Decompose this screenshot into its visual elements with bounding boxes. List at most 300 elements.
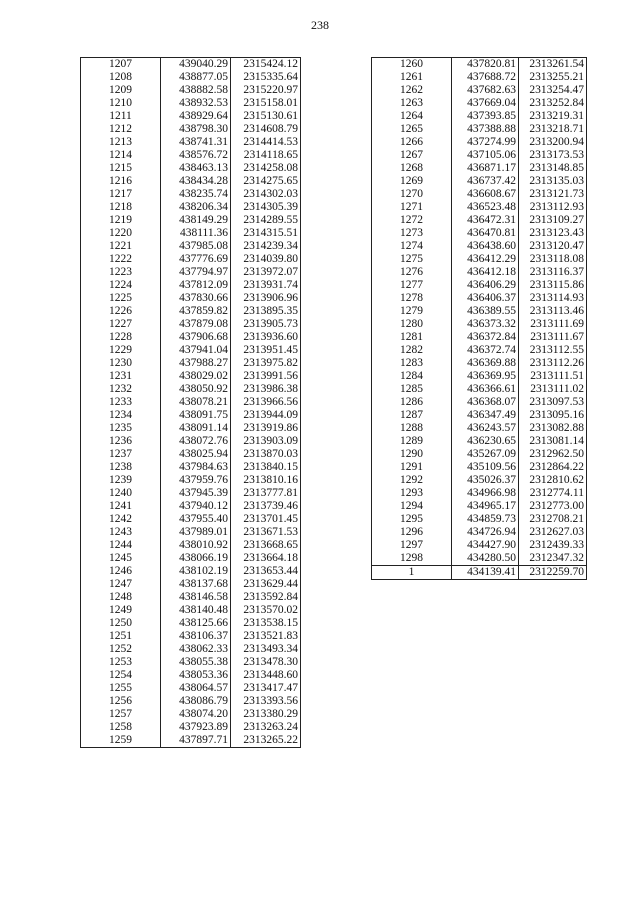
y-coordinate-cell: 2313252.84 xyxy=(519,97,587,110)
x-coordinate-cell: 438050.92 xyxy=(161,383,231,396)
table-row xyxy=(372,383,587,396)
point-number-cell: 1263 xyxy=(372,97,452,110)
y-coordinate-cell: 2313254.47 xyxy=(519,84,587,97)
x-coordinate-cell: 438882.58 xyxy=(161,84,231,97)
table-row xyxy=(372,435,587,448)
x-coordinate-cell: 436372.74 xyxy=(452,344,519,357)
point-number-cell: 1258 xyxy=(81,721,161,734)
x-coordinate-cell: 438066.19 xyxy=(161,552,231,565)
x-coordinate-cell: 438929.64 xyxy=(161,110,231,123)
y-coordinate-cell: 2313095.16 xyxy=(519,409,587,422)
y-coordinate-cell: 2312627.03 xyxy=(519,526,587,539)
point-number-cell: 1251 xyxy=(81,630,161,643)
point-number-cell: 1286 xyxy=(372,396,452,409)
y-coordinate-cell: 2313944.09 xyxy=(231,409,301,422)
point-number-cell: 1290 xyxy=(372,448,452,461)
point-number-cell: 1249 xyxy=(81,604,161,617)
table-row xyxy=(372,149,587,162)
point-number-cell: 1288 xyxy=(372,422,452,435)
y-coordinate-cell: 2314118.65 xyxy=(231,149,301,162)
point-number-cell: 1219 xyxy=(81,214,161,227)
table-row xyxy=(81,266,301,279)
x-coordinate-cell: 438106.37 xyxy=(161,630,231,643)
point-number-cell: 1270 xyxy=(372,188,452,201)
x-coordinate-cell: 436523.48 xyxy=(452,201,519,214)
x-coordinate-cell: 437859.82 xyxy=(161,305,231,318)
table-row xyxy=(81,123,301,136)
x-coordinate-cell: 437959.76 xyxy=(161,474,231,487)
point-number-cell: 1272 xyxy=(372,214,452,227)
table-row xyxy=(81,175,301,188)
table-row xyxy=(81,695,301,708)
point-number-cell: 1235 xyxy=(81,422,161,435)
y-coordinate-cell: 2313255.21 xyxy=(519,71,587,84)
y-coordinate-cell: 2313478.30 xyxy=(231,656,301,669)
y-coordinate-cell: 2313135.03 xyxy=(519,175,587,188)
table-row xyxy=(372,539,587,552)
table-row xyxy=(81,71,301,84)
table-row xyxy=(81,214,301,227)
y-coordinate-cell: 2313919.86 xyxy=(231,422,301,435)
table-row xyxy=(81,331,301,344)
point-number-cell: 1212 xyxy=(81,123,161,136)
y-coordinate-cell: 2312962.50 xyxy=(519,448,587,461)
x-coordinate-cell: 434280.50 xyxy=(452,552,519,566)
point-number-cell: 1261 xyxy=(372,71,452,84)
x-coordinate-cell: 438125.66 xyxy=(161,617,231,630)
x-coordinate-cell: 438798.30 xyxy=(161,123,231,136)
table-row xyxy=(81,669,301,682)
table-row xyxy=(372,331,587,344)
point-number-cell: 1208 xyxy=(81,71,161,84)
x-coordinate-cell: 434139.41 xyxy=(452,566,519,580)
x-coordinate-cell: 438463.13 xyxy=(161,162,231,175)
y-coordinate-cell: 2313380.29 xyxy=(231,708,301,721)
table-row xyxy=(372,526,587,539)
point-number-cell: 1237 xyxy=(81,448,161,461)
y-coordinate-cell: 2313148.85 xyxy=(519,162,587,175)
x-coordinate-cell: 438010.92 xyxy=(161,539,231,552)
x-coordinate-cell: 437940.12 xyxy=(161,500,231,513)
point-number-cell: 1276 xyxy=(372,266,452,279)
y-coordinate-cell: 2313668.65 xyxy=(231,539,301,552)
table-row xyxy=(81,279,301,292)
table-row xyxy=(372,357,587,370)
point-number-cell: 1213 xyxy=(81,136,161,149)
x-coordinate-cell: 436230.65 xyxy=(452,435,519,448)
y-coordinate-cell: 2314289.55 xyxy=(231,214,301,227)
y-coordinate-cell: 2313991.56 xyxy=(231,370,301,383)
point-number-cell: 1229 xyxy=(81,344,161,357)
point-number-cell: 1255 xyxy=(81,682,161,695)
table-row xyxy=(372,58,587,72)
y-coordinate-cell: 2314039.80 xyxy=(231,253,301,266)
y-coordinate-cell: 2313097.53 xyxy=(519,396,587,409)
x-coordinate-cell: 435026.37 xyxy=(452,474,519,487)
y-coordinate-cell: 2312439.33 xyxy=(519,539,587,552)
point-number-cell: 1256 xyxy=(81,695,161,708)
x-coordinate-cell: 436243.57 xyxy=(452,422,519,435)
y-coordinate-cell: 2313200.94 xyxy=(519,136,587,149)
table-row xyxy=(81,591,301,604)
x-coordinate-cell: 434427.90 xyxy=(452,539,519,552)
y-coordinate-cell: 2313671.53 xyxy=(231,526,301,539)
x-coordinate-cell: 434726.94 xyxy=(452,526,519,539)
y-coordinate-cell: 2313265.22 xyxy=(231,734,301,748)
x-coordinate-cell: 436737.42 xyxy=(452,175,519,188)
x-coordinate-cell: 437388.88 xyxy=(452,123,519,136)
y-coordinate-cell: 2313109.27 xyxy=(519,214,587,227)
x-coordinate-cell: 436366.61 xyxy=(452,383,519,396)
x-coordinate-cell: 437105.06 xyxy=(452,149,519,162)
y-coordinate-cell: 2313840.15 xyxy=(231,461,301,474)
x-coordinate-cell: 436472.31 xyxy=(452,214,519,227)
x-coordinate-cell: 437988.27 xyxy=(161,357,231,370)
table-row xyxy=(81,227,301,240)
point-number-cell: 1239 xyxy=(81,474,161,487)
table-row xyxy=(81,656,301,669)
x-coordinate-cell: 437274.99 xyxy=(452,136,519,149)
point-number-cell: 1234 xyxy=(81,409,161,422)
point-number-cell: 1265 xyxy=(372,123,452,136)
point-number-cell: 1223 xyxy=(81,266,161,279)
point-number-cell: 1228 xyxy=(81,331,161,344)
table-row xyxy=(81,682,301,695)
y-coordinate-cell: 2315158.01 xyxy=(231,97,301,110)
x-coordinate-cell: 438091.75 xyxy=(161,409,231,422)
point-number-cell: 1289 xyxy=(372,435,452,448)
point-number-cell: 1222 xyxy=(81,253,161,266)
table-row xyxy=(81,110,301,123)
table-row xyxy=(372,227,587,240)
y-coordinate-cell: 2313931.74 xyxy=(231,279,301,292)
y-coordinate-cell: 2313111.69 xyxy=(519,318,587,331)
y-coordinate-cell: 2312347.32 xyxy=(519,552,587,566)
x-coordinate-cell: 437941.04 xyxy=(161,344,231,357)
x-coordinate-cell: 438206.34 xyxy=(161,201,231,214)
y-coordinate-cell: 2313538.15 xyxy=(231,617,301,630)
table-row xyxy=(81,422,301,435)
point-number-cell: 1247 xyxy=(81,578,161,591)
x-coordinate-cell: 438055.38 xyxy=(161,656,231,669)
x-coordinate-cell: 438062.33 xyxy=(161,643,231,656)
point-number-cell: 1221 xyxy=(81,240,161,253)
point-number-cell: 1266 xyxy=(372,136,452,149)
table-row xyxy=(81,552,301,565)
x-coordinate-cell: 436438.60 xyxy=(452,240,519,253)
table-row xyxy=(81,435,301,448)
table-row xyxy=(81,734,301,748)
table-row xyxy=(81,474,301,487)
y-coordinate-cell: 2313592.84 xyxy=(231,591,301,604)
point-number-cell: 1243 xyxy=(81,526,161,539)
table-row xyxy=(81,396,301,409)
point-number-cell: 1269 xyxy=(372,175,452,188)
y-coordinate-cell: 2313111.51 xyxy=(519,370,587,383)
point-number-cell: 1254 xyxy=(81,669,161,682)
table-row xyxy=(81,708,301,721)
y-coordinate-cell: 2313115.86 xyxy=(519,279,587,292)
table-row xyxy=(372,409,587,422)
y-coordinate-cell: 2313393.56 xyxy=(231,695,301,708)
point-number-cell: 1225 xyxy=(81,292,161,305)
x-coordinate-cell: 438576.72 xyxy=(161,149,231,162)
x-coordinate-cell: 436372.84 xyxy=(452,331,519,344)
table-row xyxy=(372,279,587,292)
y-coordinate-cell: 2313112.55 xyxy=(519,344,587,357)
point-number-cell: 1274 xyxy=(372,240,452,253)
x-coordinate-cell: 437794.97 xyxy=(161,266,231,279)
x-coordinate-cell: 438091.14 xyxy=(161,422,231,435)
x-coordinate-cell: 435109.56 xyxy=(452,461,519,474)
table-row xyxy=(81,513,301,526)
x-coordinate-cell: 436389.55 xyxy=(452,305,519,318)
x-coordinate-cell: 435267.09 xyxy=(452,448,519,461)
table-row xyxy=(372,318,587,331)
table-row xyxy=(372,71,587,84)
table-row xyxy=(372,253,587,266)
y-coordinate-cell: 2313895.35 xyxy=(231,305,301,318)
point-number-cell: 1211 xyxy=(81,110,161,123)
y-coordinate-cell: 2313173.53 xyxy=(519,149,587,162)
y-coordinate-cell: 2314608.79 xyxy=(231,123,301,136)
table-row xyxy=(81,604,301,617)
y-coordinate-cell: 2313521.83 xyxy=(231,630,301,643)
table-row xyxy=(81,84,301,97)
table-row xyxy=(81,253,301,266)
point-number-cell: 1257 xyxy=(81,708,161,721)
point-number-cell: 1218 xyxy=(81,201,161,214)
table-row xyxy=(372,201,587,214)
table-row xyxy=(372,188,587,201)
y-coordinate-cell: 2313951.45 xyxy=(231,344,301,357)
point-number-cell: 1291 xyxy=(372,461,452,474)
y-coordinate-cell: 2313870.03 xyxy=(231,448,301,461)
y-coordinate-cell: 2313448.60 xyxy=(231,669,301,682)
y-coordinate-cell: 2313218.71 xyxy=(519,123,587,136)
point-number-cell: 1295 xyxy=(372,513,452,526)
point-number-cell: 1240 xyxy=(81,487,161,500)
point-number-cell: 1267 xyxy=(372,149,452,162)
coordinates-table-left xyxy=(80,57,301,748)
table-row xyxy=(372,162,587,175)
table-row xyxy=(81,318,301,331)
x-coordinate-cell: 436871.17 xyxy=(452,162,519,175)
x-coordinate-cell: 437879.08 xyxy=(161,318,231,331)
point-number-cell: 1242 xyxy=(81,513,161,526)
y-coordinate-cell: 2313263.24 xyxy=(231,721,301,734)
table-row xyxy=(81,344,301,357)
table-row xyxy=(372,110,587,123)
y-coordinate-cell: 2315220.97 xyxy=(231,84,301,97)
x-coordinate-cell: 436406.37 xyxy=(452,292,519,305)
x-coordinate-cell: 438932.53 xyxy=(161,97,231,110)
x-coordinate-cell: 434966.98 xyxy=(452,487,519,500)
x-coordinate-cell: 438086.79 xyxy=(161,695,231,708)
point-number-cell: 1262 xyxy=(372,84,452,97)
point-number-cell: 1283 xyxy=(372,357,452,370)
point-number-cell: 1210 xyxy=(81,97,161,110)
x-coordinate-cell: 436347.49 xyxy=(452,409,519,422)
table-row xyxy=(372,422,587,435)
table-row xyxy=(372,461,587,474)
table-row xyxy=(372,487,587,500)
table-row xyxy=(81,136,301,149)
table-row xyxy=(81,409,301,422)
point-number-cell: 1233 xyxy=(81,396,161,409)
y-coordinate-cell: 2314239.34 xyxy=(231,240,301,253)
y-coordinate-cell: 2313114.93 xyxy=(519,292,587,305)
point-number-cell: 1275 xyxy=(372,253,452,266)
point-number-cell: 1230 xyxy=(81,357,161,370)
point-number-cell: 1232 xyxy=(81,383,161,396)
point-number-cell: 1297 xyxy=(372,539,452,552)
point-number-cell: 1217 xyxy=(81,188,161,201)
y-coordinate-cell: 2313081.14 xyxy=(519,435,587,448)
point-number-cell: 1268 xyxy=(372,162,452,175)
table-row xyxy=(81,721,301,734)
point-number-cell: 1214 xyxy=(81,149,161,162)
y-coordinate-cell: 2313123.43 xyxy=(519,227,587,240)
table-row xyxy=(372,344,587,357)
y-coordinate-cell: 2315424.12 xyxy=(231,58,301,72)
point-number-cell: 1238 xyxy=(81,461,161,474)
y-coordinate-cell: 2313653.44 xyxy=(231,565,301,578)
point-number-cell: 1246 xyxy=(81,565,161,578)
x-coordinate-cell: 437682.63 xyxy=(452,84,519,97)
point-number-cell: 1 xyxy=(372,566,452,580)
y-coordinate-cell: 2313261.54 xyxy=(519,58,587,72)
table-row xyxy=(81,617,301,630)
x-coordinate-cell: 437393.85 xyxy=(452,110,519,123)
point-number-cell: 1207 xyxy=(81,58,161,72)
point-number-cell: 1245 xyxy=(81,552,161,565)
table-row xyxy=(372,84,587,97)
point-number-cell: 1236 xyxy=(81,435,161,448)
y-coordinate-cell: 2315335.64 xyxy=(231,71,301,84)
table-row xyxy=(81,357,301,370)
x-coordinate-cell: 438137.68 xyxy=(161,578,231,591)
table-row xyxy=(81,630,301,643)
y-coordinate-cell: 2313810.16 xyxy=(231,474,301,487)
point-number-cell: 1271 xyxy=(372,201,452,214)
x-coordinate-cell: 438074.20 xyxy=(161,708,231,721)
point-number-cell: 1231 xyxy=(81,370,161,383)
y-coordinate-cell: 2313112.93 xyxy=(519,201,587,214)
y-coordinate-cell: 2312773.00 xyxy=(519,500,587,513)
x-coordinate-cell: 438029.02 xyxy=(161,370,231,383)
table-row xyxy=(81,643,301,656)
table-row xyxy=(372,396,587,409)
y-coordinate-cell: 2313116.37 xyxy=(519,266,587,279)
x-coordinate-cell: 436608.67 xyxy=(452,188,519,201)
x-coordinate-cell: 437669.04 xyxy=(452,97,519,110)
table-row xyxy=(81,292,301,305)
point-number-cell: 1241 xyxy=(81,500,161,513)
y-coordinate-cell: 2314305.39 xyxy=(231,201,301,214)
coordinates-table-right-body xyxy=(372,58,587,580)
table-row xyxy=(372,136,587,149)
y-coordinate-cell: 2313972.07 xyxy=(231,266,301,279)
point-number-cell: 1278 xyxy=(372,292,452,305)
point-number-cell: 1298 xyxy=(372,552,452,566)
x-coordinate-cell: 437820.81 xyxy=(452,58,519,72)
x-coordinate-cell: 437989.01 xyxy=(161,526,231,539)
point-number-cell: 1287 xyxy=(372,409,452,422)
point-number-cell: 1296 xyxy=(372,526,452,539)
y-coordinate-cell: 2313417.47 xyxy=(231,682,301,695)
point-number-cell: 1215 xyxy=(81,162,161,175)
y-coordinate-cell: 2312864.22 xyxy=(519,461,587,474)
x-coordinate-cell: 437812.09 xyxy=(161,279,231,292)
y-coordinate-cell: 2313906.96 xyxy=(231,292,301,305)
y-coordinate-cell: 2313120.47 xyxy=(519,240,587,253)
y-coordinate-cell: 2313121.73 xyxy=(519,188,587,201)
y-coordinate-cell: 2313111.67 xyxy=(519,331,587,344)
y-coordinate-cell: 2314258.08 xyxy=(231,162,301,175)
table-row xyxy=(372,266,587,279)
table-row xyxy=(81,487,301,500)
point-number-cell: 1280 xyxy=(372,318,452,331)
page-number: 238 xyxy=(311,18,329,32)
table-row xyxy=(372,123,587,136)
point-number-cell: 1227 xyxy=(81,318,161,331)
x-coordinate-cell: 436368.07 xyxy=(452,396,519,409)
x-coordinate-cell: 436470.81 xyxy=(452,227,519,240)
x-coordinate-cell: 436369.95 xyxy=(452,370,519,383)
point-number-cell: 1260 xyxy=(372,58,452,72)
table-row xyxy=(372,175,587,188)
y-coordinate-cell: 2313118.08 xyxy=(519,253,587,266)
x-coordinate-cell: 437945.39 xyxy=(161,487,231,500)
x-coordinate-cell: 436412.29 xyxy=(452,253,519,266)
point-number-cell: 1216 xyxy=(81,175,161,188)
y-coordinate-cell: 2313112.26 xyxy=(519,357,587,370)
y-coordinate-cell: 2313701.45 xyxy=(231,513,301,526)
x-coordinate-cell: 436369.88 xyxy=(452,357,519,370)
x-coordinate-cell: 438149.29 xyxy=(161,214,231,227)
table-row xyxy=(81,305,301,318)
table-row xyxy=(81,383,301,396)
point-number-cell: 1279 xyxy=(372,305,452,318)
point-number-cell: 1273 xyxy=(372,227,452,240)
table-row xyxy=(372,474,587,487)
coordinates-table-right xyxy=(371,57,587,580)
table-row xyxy=(81,370,301,383)
x-coordinate-cell: 438053.36 xyxy=(161,669,231,682)
point-number-cell: 1285 xyxy=(372,383,452,396)
y-coordinate-cell: 2313111.02 xyxy=(519,383,587,396)
point-number-cell: 1253 xyxy=(81,656,161,669)
x-coordinate-cell: 438025.94 xyxy=(161,448,231,461)
point-number-cell: 1209 xyxy=(81,84,161,97)
y-coordinate-cell: 2313936.60 xyxy=(231,331,301,344)
y-coordinate-cell: 2313986.38 xyxy=(231,383,301,396)
x-coordinate-cell: 437776.69 xyxy=(161,253,231,266)
x-coordinate-cell: 438877.05 xyxy=(161,71,231,84)
y-coordinate-cell: 2313975.82 xyxy=(231,357,301,370)
x-coordinate-cell: 437830.66 xyxy=(161,292,231,305)
y-coordinate-cell: 2313903.09 xyxy=(231,435,301,448)
table-row xyxy=(372,305,587,318)
table-row xyxy=(81,240,301,253)
table-row xyxy=(372,448,587,461)
y-coordinate-cell: 2313113.46 xyxy=(519,305,587,318)
y-coordinate-cell: 2313664.18 xyxy=(231,552,301,565)
x-coordinate-cell: 437985.08 xyxy=(161,240,231,253)
x-coordinate-cell: 438111.36 xyxy=(161,227,231,240)
table-row xyxy=(372,513,587,526)
